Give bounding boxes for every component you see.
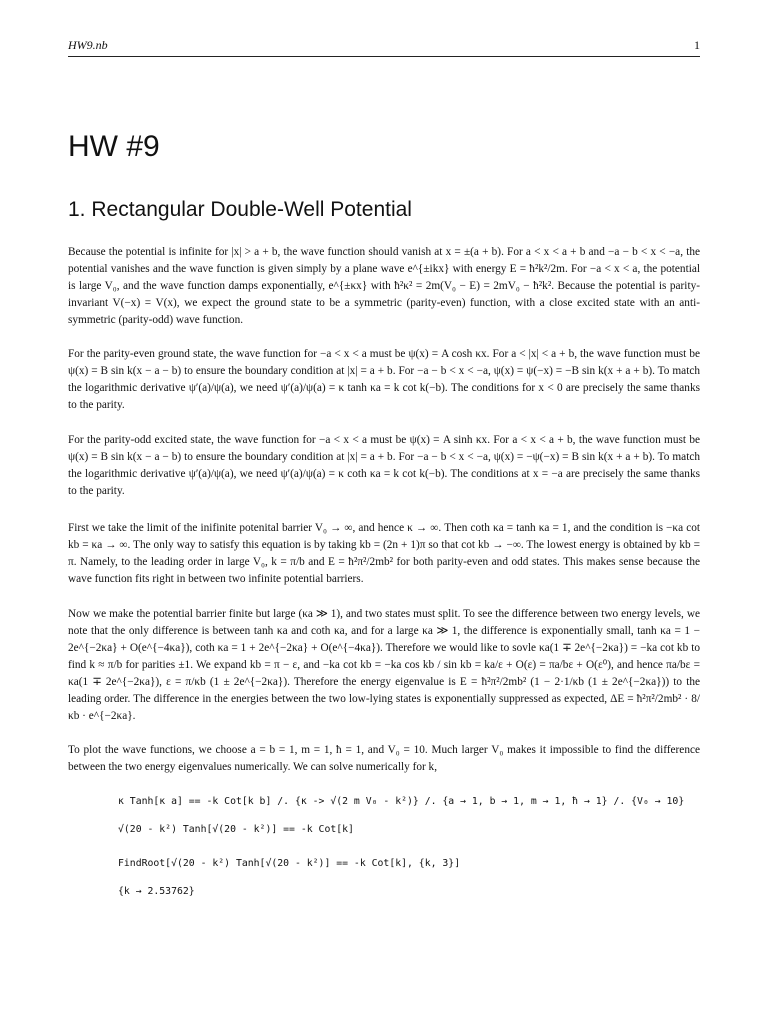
notebook-title: HW #9 <box>68 130 160 163</box>
paragraph-infinite-barrier: First we take the limit of the inifinite potenital barrier V₀ → ∞, and hence κ → ∞. Then coth κa = tanh κa = 1, and the condition is −κa cot kb = κa → ∞. The only way to satisfy this equation is by taking kb = (2n + 1)π so that cot kb → −∞. The lowest energy is obtained by kb = π. Namely, to the leading order in large V₀, k = π/b and E = ħ²π²/2mb² for both parity-even and odd states. This makes sense because the wave function fits right in between two infinite potential barriers. <box>68 522 700 585</box>
notebook-filename: HW9.nb <box>68 38 108 52</box>
page-number: 1 <box>694 38 700 52</box>
code-input-findroot[interactable]: FindRoot[√(20 - k²) Tanh[√(20 - k²)] == -k Cot[k], {k, 3}] <box>118 858 461 869</box>
paragraph-parity-odd: For the parity-odd excited state, the wave function for −a < x < a must be ψ(x) = A sinh κx. For a < x < a + b, the wave function must be ψ(x) = B sin k(x − a − b) to ensure the boundary condition at |x| = a + b. For −a − b < x < −a, ψ(x) = −ψ(−x) = B sin k(x + a + b). To match the logarithmic derivative ψ′(a)/ψ(a), we need ψ′(a)/ψ(a) = κ coth κa = k cot k(−b). The conditions at x = −a are precisely the same thanks to the parity. <box>68 434 700 497</box>
paragraph-plot-setup: To plot the wave functions, we choose a = b = 1, m = 1, ħ = 1, and V₀ = 10. Much larger V₀ makes it impossible to find the difference between the two energy eigenvalues numerically. We can solve numerically for k, <box>68 744 700 773</box>
paragraph-finite-barrier: Now we make the potential barrier finite but large (κa ≫ 1), and two states must split. To see the difference between two energy levels, we note that the only difference is between tanh κa and coth κa, and for a large κa ≫ 1, the difference is exponentially small, tanh κa = 1 − 2e^{−2κa} + O(e^{−4κa}), coth κa = 1 + 2e^{−2κa} + O(e^{−4κa}). Therefore we would like to sovle κa(1 ∓ 2e^{−2κa}) = −ka cot kb to find k ≈ π/b for parities ±1. We expand kb = π − ε, and −ka cot kb = −ka cos kb / sin kb = ka/ε + O(ε) = πa/bε + O(ε⁰), and hence πa/bε = κa(1 ∓ 2e^{−2κa}), ε = π/κb (1 ± 2e^{−2κa}). Therefore the energy eigenvalue is E = ħ²π²/2mb² (1 − 2·1/κb (1 ± 2e^{−2κa})) to the leading order. The difference in the energies between the two low-lying states is exponentially suppressed as expected, ΔE = ħ²π²/2mb² · 8/κb · e^{−2κa}. <box>68 608 700 722</box>
section-title: 1. Rectangular Double-Well Potential <box>68 198 412 221</box>
code-output-root: {k → 2.53762} <box>118 886 195 897</box>
code-input-substitution[interactable]: κ Tanh[κ a] == -k Cot[k b] /. {κ -> √(2 m V₀ - k²)} /. {a → 1, b → 1, m → 1, ħ → 1} /. {V₀ → 10} <box>118 796 685 807</box>
page-header <box>68 36 700 57</box>
paragraph-parity-even: For the parity-even ground state, the wave function for −a < x < a must be ψ(x) = A cosh κx. For a < |x| < a + b, the wave function must be ψ(x) = B sin k(x − a − b) to ensure the boundary condition at |x| = a + b. For −a − b < x < −a, ψ(x) = ψ(−x) = −B sin k(x + a + b). To match the logarithmic derivative ψ′(a)/ψ(a), we need ψ′(a)/ψ(a) = κ tanh κa = k cot k(−b). The conditions for x < 0 are precisely the same thanks to the parity. <box>68 348 700 411</box>
code-output-equation: √(20 - k²) Tanh[√(20 - k²)] == -k Cot[k] <box>118 824 354 835</box>
paragraph-intro: Because the potential is infinite for |x| > a + b, the wave function should vanish at x = ±(a + b). For a < x < a + b and −a − b < x < −a, the potential vanishes and the wave function is given simply by a plane wave e^{±ikx} with energy E = ħ²k²/2m. For −a < x < a, the potential is large V₀, and the wave function damps exponentially, e^{±κx} with ħ²κ² = 2m(V₀ − E) = 2mV₀ − ħ²k². Because the potential is parity-invariant V(−x) = V(x), we expect the ground state to be a symmetric (parity-even) function, with a close excited state with an anti-symmetric (parity-odd) wave function. <box>68 246 700 326</box>
